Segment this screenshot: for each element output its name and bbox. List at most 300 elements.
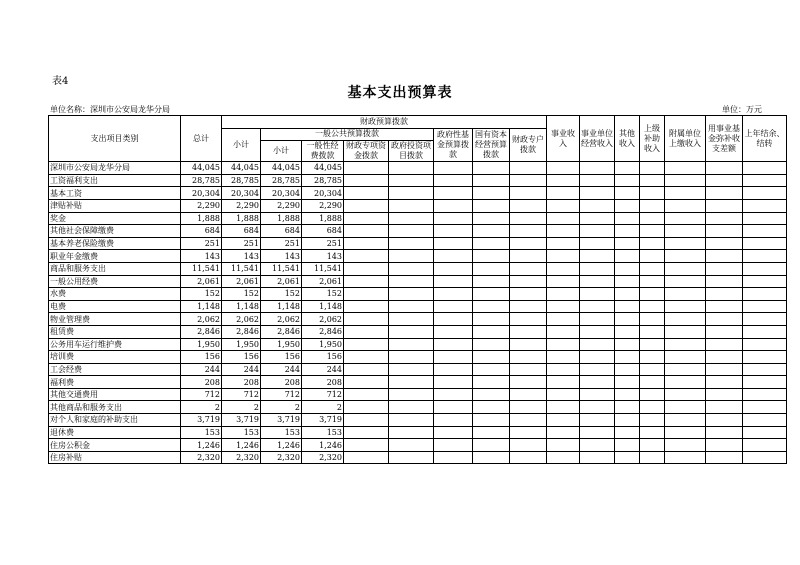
row-gp-subtotal: 1,888	[261, 212, 302, 225]
empty-cell	[510, 262, 547, 275]
empty-cell	[743, 313, 787, 326]
empty-cell	[640, 275, 665, 288]
empty-cell	[473, 338, 510, 351]
row-general-expense: 684	[302, 225, 344, 238]
empty-cell	[665, 212, 706, 225]
table-row	[49, 313, 787, 326]
empty-cell	[665, 401, 706, 414]
table-row	[49, 376, 787, 389]
row-subtotal: 1,148	[222, 300, 261, 313]
empty-cell	[706, 275, 743, 288]
empty-cell	[743, 363, 787, 376]
table-row	[49, 414, 787, 427]
empty-cell	[615, 174, 640, 187]
empty-cell	[389, 262, 434, 275]
empty-cell	[640, 388, 665, 401]
row-total: 20,304	[181, 187, 222, 200]
empty-cell	[510, 376, 547, 389]
row-gp-subtotal: 153	[261, 426, 302, 439]
empty-cell	[473, 174, 510, 187]
empty-cell	[665, 250, 706, 263]
header-gp-subtotal: 小计	[261, 141, 302, 162]
empty-cell	[510, 325, 547, 338]
row-general-expense: 152	[302, 288, 344, 301]
empty-cell	[434, 401, 473, 414]
header-other-income: 其他收入	[615, 116, 640, 162]
empty-cell	[473, 288, 510, 301]
empty-cell	[640, 262, 665, 275]
row-total: 44,045	[181, 162, 222, 175]
table-row	[49, 439, 787, 452]
row-category: 工会经费	[49, 363, 181, 376]
empty-cell	[706, 237, 743, 250]
row-total: 1,246	[181, 439, 222, 452]
empty-cell	[580, 250, 615, 263]
empty-cell	[473, 313, 510, 326]
empty-cell	[344, 376, 389, 389]
empty-cell	[580, 187, 615, 200]
empty-cell	[344, 426, 389, 439]
table-row	[49, 351, 787, 364]
empty-cell	[547, 275, 580, 288]
empty-cell	[434, 174, 473, 187]
empty-cell	[547, 439, 580, 452]
empty-cell	[434, 250, 473, 263]
budget-table	[48, 115, 787, 464]
empty-cell	[389, 325, 434, 338]
empty-cell	[510, 162, 547, 175]
empty-cell	[434, 187, 473, 200]
row-subtotal: 2,320	[222, 451, 261, 464]
empty-cell	[473, 388, 510, 401]
empty-cell	[547, 426, 580, 439]
row-general-expense: 2,062	[302, 313, 344, 326]
empty-cell	[743, 225, 787, 238]
header-superior-subsidy: 上级补助收入	[640, 116, 665, 162]
empty-cell	[615, 237, 640, 250]
empty-cell	[640, 174, 665, 187]
empty-cell	[665, 426, 706, 439]
row-category: 公务用车运行维护费	[49, 338, 181, 351]
empty-cell	[434, 199, 473, 212]
empty-cell	[389, 162, 434, 175]
row-category: 租赁费	[49, 325, 181, 338]
row-general-expense: 2	[302, 401, 344, 414]
empty-cell	[706, 313, 743, 326]
row-general-expense: 1,950	[302, 338, 344, 351]
empty-cell	[389, 212, 434, 225]
empty-cell	[580, 451, 615, 464]
empty-cell	[434, 313, 473, 326]
row-gp-subtotal: 2,846	[261, 325, 302, 338]
empty-cell	[344, 401, 389, 414]
row-subtotal: 20,304	[222, 187, 261, 200]
row-gp-subtotal: 251	[261, 237, 302, 250]
empty-cell	[706, 288, 743, 301]
empty-cell	[580, 288, 615, 301]
empty-cell	[510, 174, 547, 187]
empty-cell	[665, 451, 706, 464]
empty-cell	[665, 363, 706, 376]
empty-cell	[389, 300, 434, 313]
row-subtotal: 2	[222, 401, 261, 414]
empty-cell	[615, 225, 640, 238]
table-row	[49, 275, 787, 288]
row-gp-subtotal: 152	[261, 288, 302, 301]
empty-cell	[510, 300, 547, 313]
row-category: 电费	[49, 300, 181, 313]
empty-cell	[434, 225, 473, 238]
empty-cell	[615, 363, 640, 376]
empty-cell	[615, 275, 640, 288]
table-row	[49, 199, 787, 212]
row-total: 2,062	[181, 313, 222, 326]
row-subtotal: 156	[222, 351, 261, 364]
row-general-expense: 156	[302, 351, 344, 364]
empty-cell	[389, 288, 434, 301]
empty-cell	[640, 250, 665, 263]
empty-cell	[389, 237, 434, 250]
empty-cell	[389, 351, 434, 364]
table-header	[49, 116, 787, 162]
empty-cell	[640, 426, 665, 439]
empty-cell	[615, 351, 640, 364]
row-category: 物业管理费	[49, 313, 181, 326]
empty-cell	[580, 199, 615, 212]
empty-cell	[580, 388, 615, 401]
empty-cell	[510, 414, 547, 427]
header-operating-income: 事业单位经营收入	[580, 116, 615, 162]
empty-cell	[665, 439, 706, 452]
empty-cell	[473, 187, 510, 200]
empty-cell	[434, 300, 473, 313]
empty-cell	[640, 313, 665, 326]
empty-cell	[706, 212, 743, 225]
row-general-expense: 20,304	[302, 187, 344, 200]
empty-cell	[510, 388, 547, 401]
row-general-expense: 2,290	[302, 199, 344, 212]
empty-cell	[547, 250, 580, 263]
header-career-fund: 用事业基金弥补收支差额	[706, 116, 743, 162]
row-general-expense: 3,719	[302, 414, 344, 427]
row-category: 住房公积金	[49, 439, 181, 452]
empty-cell	[510, 451, 547, 464]
empty-cell	[434, 288, 473, 301]
table-body	[49, 162, 787, 464]
row-subtotal: 208	[222, 376, 261, 389]
empty-cell	[434, 262, 473, 275]
empty-cell	[434, 426, 473, 439]
empty-cell	[640, 439, 665, 452]
row-gp-subtotal: 44,045	[261, 162, 302, 175]
empty-cell	[389, 199, 434, 212]
empty-cell	[665, 275, 706, 288]
empty-cell	[510, 401, 547, 414]
empty-cell	[706, 250, 743, 263]
row-subtotal: 152	[222, 288, 261, 301]
empty-cell	[743, 439, 787, 452]
empty-cell	[615, 439, 640, 452]
empty-cell	[640, 351, 665, 364]
empty-cell	[434, 414, 473, 427]
empty-cell	[743, 199, 787, 212]
empty-cell	[615, 199, 640, 212]
header-general-expense: 一般性经费拨款	[302, 141, 344, 162]
empty-cell	[640, 414, 665, 427]
row-gp-subtotal: 2,320	[261, 451, 302, 464]
empty-cell	[665, 288, 706, 301]
empty-cell	[665, 325, 706, 338]
empty-cell	[743, 174, 787, 187]
empty-cell	[547, 376, 580, 389]
empty-cell	[615, 401, 640, 414]
empty-cell	[615, 187, 640, 200]
empty-cell	[473, 212, 510, 225]
empty-cell	[473, 325, 510, 338]
empty-cell	[547, 212, 580, 225]
row-total: 153	[181, 426, 222, 439]
empty-cell	[665, 388, 706, 401]
empty-cell	[510, 187, 547, 200]
row-gp-subtotal: 712	[261, 388, 302, 401]
row-gp-subtotal: 28,785	[261, 174, 302, 187]
empty-cell	[510, 237, 547, 250]
empty-cell	[640, 451, 665, 464]
empty-cell	[580, 162, 615, 175]
empty-cell	[434, 338, 473, 351]
table-row	[49, 262, 787, 275]
row-gp-subtotal: 684	[261, 225, 302, 238]
empty-cell	[434, 439, 473, 452]
empty-cell	[389, 426, 434, 439]
empty-cell	[473, 414, 510, 427]
empty-cell	[344, 212, 389, 225]
row-gp-subtotal: 156	[261, 351, 302, 364]
row-subtotal: 1,888	[222, 212, 261, 225]
empty-cell	[389, 439, 434, 452]
empty-cell	[547, 199, 580, 212]
row-category: 其他交通费用	[49, 388, 181, 401]
row-general-expense: 143	[302, 250, 344, 263]
empty-cell	[547, 363, 580, 376]
empty-cell	[706, 199, 743, 212]
empty-cell	[344, 162, 389, 175]
empty-cell	[743, 162, 787, 175]
empty-cell	[434, 325, 473, 338]
empty-cell	[743, 338, 787, 351]
empty-cell	[743, 275, 787, 288]
empty-cell	[580, 275, 615, 288]
empty-cell	[510, 351, 547, 364]
empty-cell	[580, 414, 615, 427]
empty-cell	[510, 363, 547, 376]
empty-cell	[615, 414, 640, 427]
row-subtotal: 44,045	[222, 162, 261, 175]
empty-cell	[547, 451, 580, 464]
row-subtotal: 1,950	[222, 338, 261, 351]
empty-cell	[547, 262, 580, 275]
empty-cell	[706, 363, 743, 376]
header-career-income: 事业收入	[547, 116, 580, 162]
row-total: 2,290	[181, 199, 222, 212]
empty-cell	[389, 376, 434, 389]
row-category: 对个人和家庭的补助支出	[49, 414, 181, 427]
empty-cell	[665, 313, 706, 326]
empty-cell	[743, 262, 787, 275]
empty-cell	[473, 363, 510, 376]
empty-cell	[344, 225, 389, 238]
header-category: 支出项目类别	[49, 116, 181, 162]
row-general-expense: 11,541	[302, 262, 344, 275]
empty-cell	[580, 212, 615, 225]
empty-cell	[473, 439, 510, 452]
row-gp-subtotal: 2,061	[261, 275, 302, 288]
empty-cell	[640, 225, 665, 238]
row-subtotal: 2,061	[222, 275, 261, 288]
header-carryover: 上年结余、结转	[743, 116, 787, 162]
empty-cell	[344, 388, 389, 401]
empty-cell	[640, 237, 665, 250]
empty-cell	[389, 275, 434, 288]
row-category: 工资福利支出	[49, 174, 181, 187]
empty-cell	[706, 174, 743, 187]
empty-cell	[344, 174, 389, 187]
empty-cell	[615, 288, 640, 301]
empty-cell	[547, 388, 580, 401]
row-category: 培训费	[49, 351, 181, 364]
empty-cell	[547, 313, 580, 326]
empty-cell	[615, 162, 640, 175]
row-subtotal: 11,541	[222, 262, 261, 275]
empty-cell	[580, 338, 615, 351]
empty-cell	[547, 401, 580, 414]
table-row	[49, 426, 787, 439]
empty-cell	[344, 250, 389, 263]
empty-cell	[473, 451, 510, 464]
row-total: 208	[181, 376, 222, 389]
empty-cell	[547, 187, 580, 200]
empty-cell	[510, 439, 547, 452]
empty-cell	[640, 363, 665, 376]
empty-cell	[434, 351, 473, 364]
row-category: 基本养老保险缴费	[49, 237, 181, 250]
empty-cell	[580, 262, 615, 275]
empty-cell	[547, 225, 580, 238]
empty-cell	[580, 439, 615, 452]
empty-cell	[344, 439, 389, 452]
empty-cell	[510, 288, 547, 301]
empty-cell	[389, 388, 434, 401]
empty-cell	[743, 388, 787, 401]
header-state-capital: 国有资本经营预算拨款	[473, 128, 510, 162]
empty-cell	[473, 225, 510, 238]
empty-cell	[473, 237, 510, 250]
row-category: 津贴补贴	[49, 199, 181, 212]
empty-cell	[580, 300, 615, 313]
row-general-expense: 44,045	[302, 162, 344, 175]
empty-cell	[510, 338, 547, 351]
empty-cell	[743, 250, 787, 263]
row-total: 1,950	[181, 338, 222, 351]
row-subtotal: 1,246	[222, 439, 261, 452]
row-gp-subtotal: 1,148	[261, 300, 302, 313]
row-subtotal: 712	[222, 388, 261, 401]
empty-cell	[665, 199, 706, 212]
row-category: 其他社会保障缴费	[49, 225, 181, 238]
empty-cell	[510, 275, 547, 288]
table-row	[49, 174, 787, 187]
empty-cell	[473, 262, 510, 275]
empty-cell	[580, 313, 615, 326]
row-subtotal: 251	[222, 237, 261, 250]
empty-cell	[665, 187, 706, 200]
empty-cell	[344, 187, 389, 200]
empty-cell	[706, 187, 743, 200]
row-category: 商品和服务支出	[49, 262, 181, 275]
table-row	[49, 325, 787, 338]
empty-cell	[580, 376, 615, 389]
row-category: 深圳市公安局龙华分局	[49, 162, 181, 175]
table-row	[49, 212, 787, 225]
empty-cell	[640, 288, 665, 301]
empty-cell	[743, 451, 787, 464]
empty-cell	[580, 363, 615, 376]
empty-cell	[580, 225, 615, 238]
empty-cell	[344, 300, 389, 313]
empty-cell	[547, 300, 580, 313]
empty-cell	[510, 426, 547, 439]
row-subtotal: 684	[222, 225, 261, 238]
empty-cell	[473, 199, 510, 212]
empty-cell	[640, 401, 665, 414]
row-total: 11,541	[181, 262, 222, 275]
row-gp-subtotal: 2	[261, 401, 302, 414]
row-total: 244	[181, 363, 222, 376]
row-total: 156	[181, 351, 222, 364]
empty-cell	[344, 414, 389, 427]
row-total: 712	[181, 388, 222, 401]
empty-cell	[389, 174, 434, 187]
empty-cell	[640, 212, 665, 225]
row-general-expense: 1,888	[302, 212, 344, 225]
empty-cell	[615, 325, 640, 338]
empty-cell	[434, 376, 473, 389]
table-row	[49, 288, 787, 301]
empty-cell	[344, 275, 389, 288]
row-total: 152	[181, 288, 222, 301]
table-row	[49, 187, 787, 200]
empty-cell	[473, 426, 510, 439]
empty-cell	[473, 300, 510, 313]
row-total: 2	[181, 401, 222, 414]
empty-cell	[665, 262, 706, 275]
empty-cell	[615, 426, 640, 439]
empty-cell	[344, 262, 389, 275]
header-gov-fund: 政府性基金预算拨款	[434, 128, 473, 162]
empty-cell	[580, 401, 615, 414]
empty-cell	[743, 426, 787, 439]
empty-cell	[706, 426, 743, 439]
empty-cell	[547, 338, 580, 351]
row-total: 1,888	[181, 212, 222, 225]
table-row	[49, 162, 787, 175]
empty-cell	[547, 288, 580, 301]
row-general-expense: 251	[302, 237, 344, 250]
row-total: 3,719	[181, 414, 222, 427]
empty-cell	[743, 325, 787, 338]
row-gp-subtotal: 11,541	[261, 262, 302, 275]
header-subtotal: 小计	[222, 128, 261, 162]
